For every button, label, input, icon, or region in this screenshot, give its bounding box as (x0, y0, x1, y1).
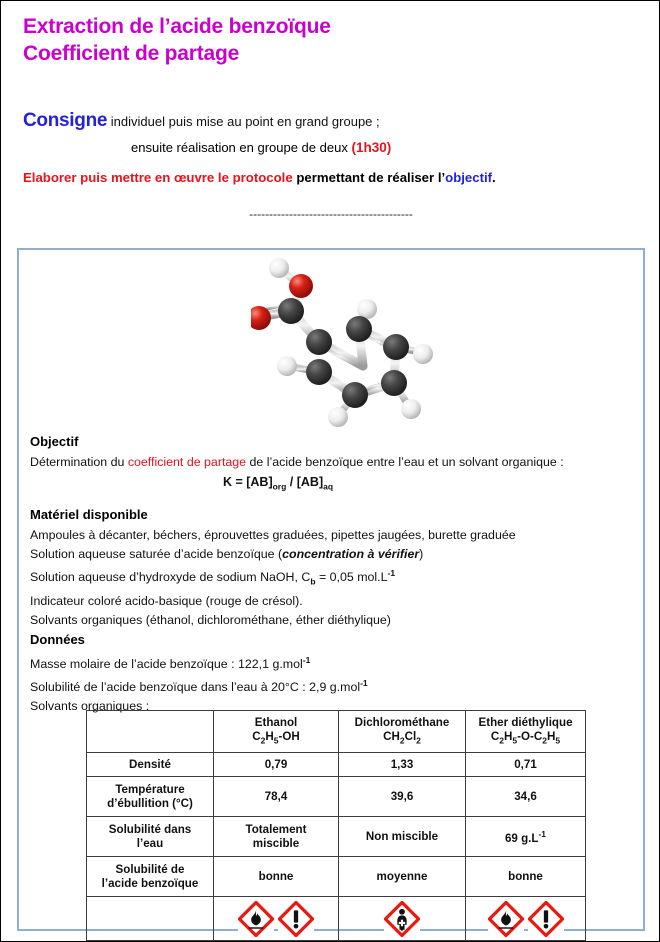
table-row (87, 817, 586, 857)
cell-solubilite-eau-dichloromethane: Non miscible (339, 817, 466, 857)
materiel-heading: Matériel disponible (30, 507, 148, 522)
exclamation-ghs-icon (528, 901, 564, 937)
consigne-line-3 (23, 168, 633, 188)
exclamation-ghs-icon (278, 901, 314, 937)
flame-ghs-icon (238, 901, 274, 937)
consigne-line-1 (23, 109, 633, 134)
formula-sub-org: org (272, 481, 287, 492)
formula-k: K = [AB] (222, 475, 273, 489)
header-formula-ether: $C_2H_5-O-C_2H_5$ (490, 729, 561, 746)
formula-divider: / [AB] (286, 475, 324, 489)
header-name-ethanol: Ethanol (254, 715, 298, 729)
row-label-solubilite-acide (87, 857, 214, 897)
picto-row-empty-label (87, 897, 214, 941)
row-label-solubilite-eau-l2: l’eau (136, 836, 164, 850)
section-divider: ----------------------------------------- (249, 207, 413, 221)
row-label-densite: Densité (87, 753, 214, 777)
header-name-ether: Ether diéthylique (478, 715, 573, 729)
materiel-line-2-emph: concentration à vérifier (282, 547, 420, 561)
cell-solubilite-eau-ether-sup: -1 (538, 829, 547, 840)
objectif-formula (30, 472, 636, 497)
donnees-line-2-sup: -1 (360, 678, 368, 689)
page-title (23, 13, 623, 67)
header-formula-ethanol: $C_2H_5-OH$ (252, 729, 300, 746)
cell-solubilite-eau-ethanol-l2: miscible (252, 836, 300, 850)
cell-solubilite-eau-ethanol (214, 817, 339, 857)
consigne-line-2-text: ensuite réalisation en groupe de deux (131, 140, 348, 155)
materiel-line-5: Solvants organiques (éthanol, dichlorométhane, éther diéthylique) (30, 612, 391, 627)
cell-pictograms-ethanol (214, 897, 339, 941)
table-header-ethanol (214, 711, 339, 753)
table-row (87, 777, 586, 817)
cell-pictograms-ether (466, 897, 586, 941)
benzoic-acid-molecule-icon (251, 254, 441, 429)
content-box (17, 248, 645, 931)
materiel-line-3b: = 0,05 mol.L (315, 570, 388, 585)
materiel-line-1: Ampoules à décanter, béchers, éprouvettes graduées, pipettes jaugées, burette graduée (30, 528, 516, 542)
formula-sub-aq: aq (323, 481, 334, 492)
title-line-1: Extraction de l’acide benzoïque (23, 15, 331, 38)
consigne-action-objectif: objectif (445, 170, 493, 185)
cell-densite-ethanol: 0,79 (214, 753, 339, 777)
consigne-action-black: permettant de réaliser l’ (296, 170, 446, 185)
cell-solubilite-acide-dichloromethane: moyenne (339, 857, 466, 897)
table-header-row (87, 711, 586, 753)
consigne-action-period: . (492, 170, 496, 185)
cell-densite-ether: 0,71 (466, 753, 586, 777)
flame-ghs-icon (488, 901, 524, 937)
row-label-solubilite-acide-l1: Solubilité de (115, 862, 185, 876)
table-row-pictograms (87, 897, 586, 941)
objectif-text-before: Détermination du (30, 455, 128, 469)
cell-temperature-ether: 34,6 (466, 777, 586, 817)
cell-solubilite-eau-ether (466, 817, 586, 857)
donnees-heading: Données (30, 632, 85, 647)
health-hazard-ghs-icon (384, 901, 420, 937)
materiel-line-4: Indicateur coloré acido-basique (rouge de crésol). (30, 593, 303, 608)
cell-densite-dichloromethane: 1,33 (339, 753, 466, 777)
cell-temperature-dichloromethane: 39,6 (339, 777, 466, 817)
section-materiel (30, 505, 636, 630)
table-header-dichloromethane (339, 711, 466, 753)
consigne-action-red: Elaborer puis mettre en œuvre le protocole (23, 170, 293, 185)
objectif-text-after: de l’acide benzoïque entre l’eau et un solvant organique : (246, 455, 564, 469)
materiel-line-2 (30, 545, 636, 564)
donnees-line-1 (30, 651, 636, 674)
materiel-line-2b: ) (419, 547, 424, 561)
consigne-block (23, 109, 633, 188)
consigne-line-1-rest: individuel puis mise au point en grand groupe ; (110, 114, 380, 129)
table-corner-cell (87, 711, 214, 753)
materiel-line-3-sub: b (310, 576, 316, 587)
section-donnees (30, 630, 636, 716)
cell-solubilite-eau-ethanol-l1: Totalement (245, 822, 307, 836)
row-label-solubilite-eau-l1: Solubilité dans (108, 822, 192, 836)
row-label-solubilite-eau (87, 817, 214, 857)
materiel-line-3a: Solution aqueuse d’hydroxyde de sodium NaOH, C (30, 570, 311, 585)
consigne-duration: (1h30) (351, 140, 392, 155)
title-line-2: Coefficient de partage (23, 42, 240, 65)
cell-solubilite-eau-ether-value: 69 g.L (504, 831, 539, 845)
donnees-line-1a: Masse molaire de l’acide benzoïque : 122,1 g.mol (30, 657, 303, 672)
header-formula-dichloromethane: $CH_2Cl_2$ (383, 729, 421, 746)
section-objectif (30, 432, 636, 497)
objectif-heading: Objectif (30, 434, 79, 449)
cell-solubilite-acide-ether: bonne (466, 857, 586, 897)
row-label-temperature (87, 777, 214, 817)
objectif-highlight: coefficient de partage (127, 455, 247, 469)
table-header-ether (466, 711, 586, 753)
row-label-temperature-l1: Température (115, 782, 185, 796)
row-label-temperature-l2: d’ébullition (°C) (107, 796, 193, 810)
consigne-label: Consigne (23, 110, 108, 131)
cell-solubilite-acide-ethanol: bonne (214, 857, 339, 897)
materiel-line-3-sup: -1 (387, 568, 396, 578)
materiel-line-3 (30, 564, 636, 592)
donnees-line-1-sup: -1 (302, 655, 311, 665)
objectif-text (30, 453, 636, 472)
donnees-line-3: Solvants organiques : (30, 699, 150, 714)
donnees-line-2 (30, 674, 636, 697)
cell-temperature-ethanol: 78,4 (214, 777, 339, 817)
table-row (87, 753, 586, 777)
table-row (87, 857, 586, 897)
row-label-solubilite-acide-l2: l’acide benzoïque (101, 876, 199, 890)
consigne-line-2 (131, 138, 633, 158)
materiel-line-2a: Solution aqueuse saturée d’acide benzoïque ( (30, 547, 283, 561)
solvents-table (86, 710, 586, 941)
header-name-dichloromethane: Dichlorométhane (354, 715, 450, 729)
cell-pictograms-dichloromethane (339, 897, 466, 941)
donnees-line-2a: Solubilité de l’acide benzoïque dans l’eau à 20°C : 2,9 g.mol (30, 680, 361, 695)
